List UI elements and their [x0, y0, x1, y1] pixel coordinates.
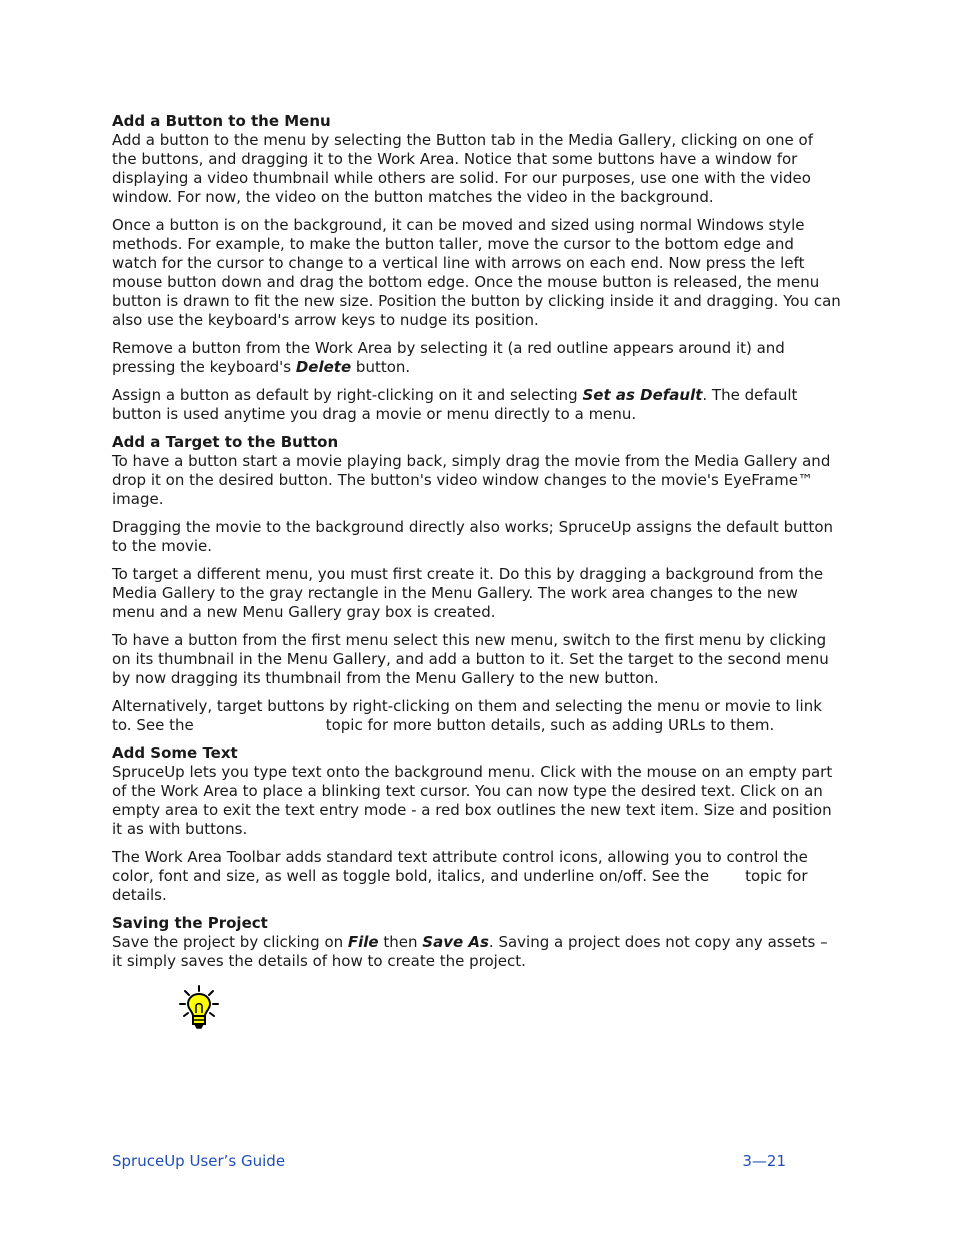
section-heading-add-text: Add Some Text	[112, 744, 238, 762]
section-heading-saving: Saving the Project	[112, 914, 268, 932]
paragraph	[112, 339, 842, 377]
text: Save the project by clicking on	[112, 933, 348, 951]
paragraph: To target a different menu, you must first create it. Do this by dragging a background from the Media Gallery to the gray rectangle in the Menu Gallery. The work area changes to the new menu and a new Menu Gallery gray box is created.	[112, 565, 824, 621]
page-number: 3—21	[742, 1152, 786, 1170]
footer-guide-title: SpruceUp User’s Guide	[112, 1152, 286, 1170]
paragraph: To have a button start a movie playing back, simply drag the movie from the Media Gallery and drop it on the desired button. The button's video window changes to the movie's EyeFrame™ image.	[112, 452, 831, 508]
paragraph: Once a button is on the background, it can be moved and sized using normal Windows style methods. For example, to make the button taller, move the cursor to the bottom edge and watch for the cursor to change to a vertical line with arrows on each end. Now press the left mouse button down and drag the bottom edge. Once the mouse button is released, the menu button is drawn to fit the new size. Position the button by clicking inside it and dragging. You can also use the keyboard's arrow keys to nudge its position.	[112, 216, 841, 329]
page-footer	[112, 1152, 786, 1170]
text: Alternatively, target buttons by right-clicking on them and selecting the menu or movie to link to. See the	[112, 697, 822, 734]
text: Remove a button from the Work Area by selecting it (a red outline appears around it) and pressing the keyboard's	[112, 339, 785, 376]
paragraph	[112, 848, 842, 905]
section-heading-add-button: Add a Button to the Menu	[112, 112, 331, 130]
text: . Saving a project does not copy any assets – it simply saves the details of how to create the project.	[112, 933, 828, 970]
file-term: File	[347, 933, 379, 951]
text: button.	[351, 358, 411, 376]
text: The Work Area Toolbar adds standard text attribute control icons, allowing you to control the color, font and size, as well as toggle bold, italics, and underline on/off. See the	[112, 848, 808, 885]
document-body	[112, 112, 842, 980]
text: Assign a button as default by right-clicking on it and selecting	[112, 386, 583, 404]
set-as-default-term: Set as Default	[582, 386, 703, 404]
paragraph: Add a button to the menu by selecting the Button tab in the Media Gallery, clicking on one of the buttons, and dragging it to the Work Area. Notice that some buttons have a window for displaying a video thumbnail while others are solid. For our purposes, use one with the video window. For now, the video on the button matches the video in the background.	[112, 131, 813, 206]
text: . The default button is used anytime you drag a movie or menu directly to a menu.	[112, 386, 798, 423]
lightbulb-icon	[178, 985, 220, 1029]
delete-term: Delete	[295, 358, 352, 376]
paragraph	[112, 386, 842, 424]
save-as-term: Save As	[422, 933, 489, 951]
paragraph: To have a button from the first menu select this new menu, switch to the first menu by clicking on its thumbnail in the Menu Gallery, and add a button to it. Set the target to the second menu by now dragging its thumbnail from the Menu Gallery to the new button.	[112, 631, 829, 687]
paragraph: Dragging the movie to the background directly also works; SpruceUp assigns the default button to the movie.	[112, 518, 834, 555]
section-heading-add-target: Add a Target to the Button	[112, 433, 339, 451]
text: topic for details.	[112, 867, 808, 904]
paragraph	[112, 933, 842, 971]
text: then	[378, 933, 423, 951]
paragraph: SpruceUp lets you type text onto the background menu. Click with the mouse on an empty part of the Work Area to place a blinking text cursor. You can now type the desired text. Click on an empty area to exit the text entry mode - a red box outlines the new text item. Size and position it as with buttons.	[112, 763, 833, 838]
paragraph	[112, 697, 842, 735]
text: topic for more button details, such as adding URLs to them.	[325, 716, 775, 734]
